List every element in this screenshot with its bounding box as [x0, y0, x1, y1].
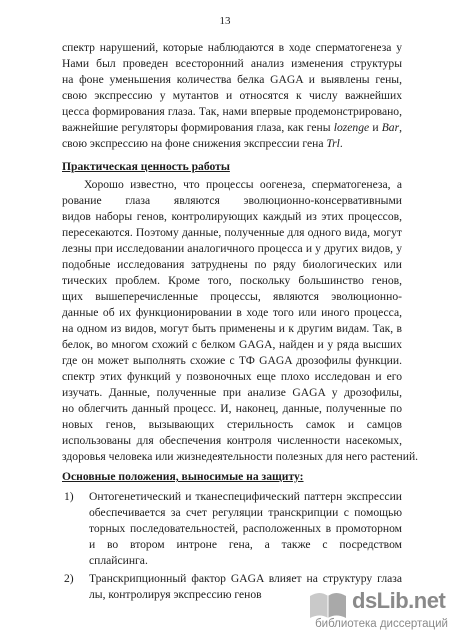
section-heading: Основные положения, выносимые на защиту:	[62, 470, 304, 483]
list-item-line: лы, контролируя экспрессию генов	[89, 588, 262, 601]
text-line: видов наборы генов, контролирующих каждый из этих процессов,	[62, 210, 402, 223]
text-line: на одном из видов, могут быть применены и к другим видам. Так, в	[62, 322, 402, 335]
list-item-line: Онтогенетический и тканеспецифический паттерн экспрессии	[89, 490, 402, 503]
text-line: белок, во многом схожий с белком GAGA, найден и у ряда высших	[62, 338, 402, 351]
section-heading: Практическая ценность работы	[62, 160, 230, 173]
text-line: свою экспрессию на фоне снижения экспрессии гена Trl.	[62, 137, 343, 150]
text-line: Нами был проведен всесторонний анализ изменения структуры	[62, 57, 402, 70]
text-line: рование глаза являются эволюционно-консервативными	[62, 194, 402, 207]
list-marker: 1)	[64, 490, 74, 503]
watermark	[300, 588, 448, 634]
list-item-line: сплайсинга.	[89, 554, 148, 567]
text-line: спектр этих функций у позвоночных еще плохо исследован и его	[62, 370, 402, 383]
page-number: 13	[219, 15, 231, 27]
text-line: спектр нарушений, которые наблюдаются в ходе сперматогенеза у	[62, 41, 402, 54]
text-line: цесса формирования глаза. Так, нами впервые продемонстрировано,	[62, 105, 402, 118]
text-line: подобные исследования затруднены по ряду биологических или	[62, 258, 402, 271]
text-line: щих вышеперечисленные процессы, являются эволюционно-	[62, 290, 402, 303]
text-line: где он может выполнять схожие с ТФ GAGA дрозофилы функции.	[62, 354, 402, 367]
text-line: важнейшие регуляторы формирования глаза, как гены lozenge и Bar,	[62, 121, 402, 134]
text-line: лезны при исследовании аналогичного процесса и у других видов, у	[62, 242, 402, 255]
text-line: но облегчить данный процесс. И, наконец, данные, полученные по	[62, 402, 402, 415]
text-line: данные об их функционировании в ходе того или иного процесса,	[62, 306, 402, 319]
list-marker: 2)	[64, 572, 74, 585]
text-line: свою экспрессию у мутантов и относятся к числу важнейших	[62, 89, 402, 102]
text-line: тических проблем. Кроме того, поскольку большинство генов,	[62, 274, 402, 287]
list-item-line: торных последовательностей, расположенных в промоторном	[89, 522, 402, 535]
text-line: использованы для обеспечения контроля численности насекомых,	[62, 434, 402, 447]
text-line: на фоне уменьшения количества белка GAGA и выявлены гены,	[62, 73, 402, 86]
list-item-line: обеспечивается за счет регуляции транскрипции с помощью	[89, 506, 402, 519]
book-logo-icon	[306, 588, 350, 622]
watermark-subtitle: библиотека диссертаций	[315, 618, 448, 630]
watermark-logo: dsLib.net	[352, 588, 446, 613]
list-item-line: Транскрипционный фактор GAGA влияет на структуру глаза	[89, 572, 402, 585]
text-line: пересекаются. Поэтому данные, полученные для одного вида, могут	[62, 226, 402, 239]
text-line: новых генов, вызывающих стерильность самок и самцов	[62, 418, 402, 431]
list-item-line: и во втором интроне гена, а также с посредством	[89, 538, 402, 551]
text-line: изучать. Данные, полученные при анализе GAGA у дрозофилы,	[62, 386, 402, 399]
text-line: здоровья человека или жизнедеятельности полезных для него растений.	[62, 450, 419, 463]
text-line: Хорошо известно, что процессы оогенеза, сперматогенеза, а	[84, 178, 402, 191]
